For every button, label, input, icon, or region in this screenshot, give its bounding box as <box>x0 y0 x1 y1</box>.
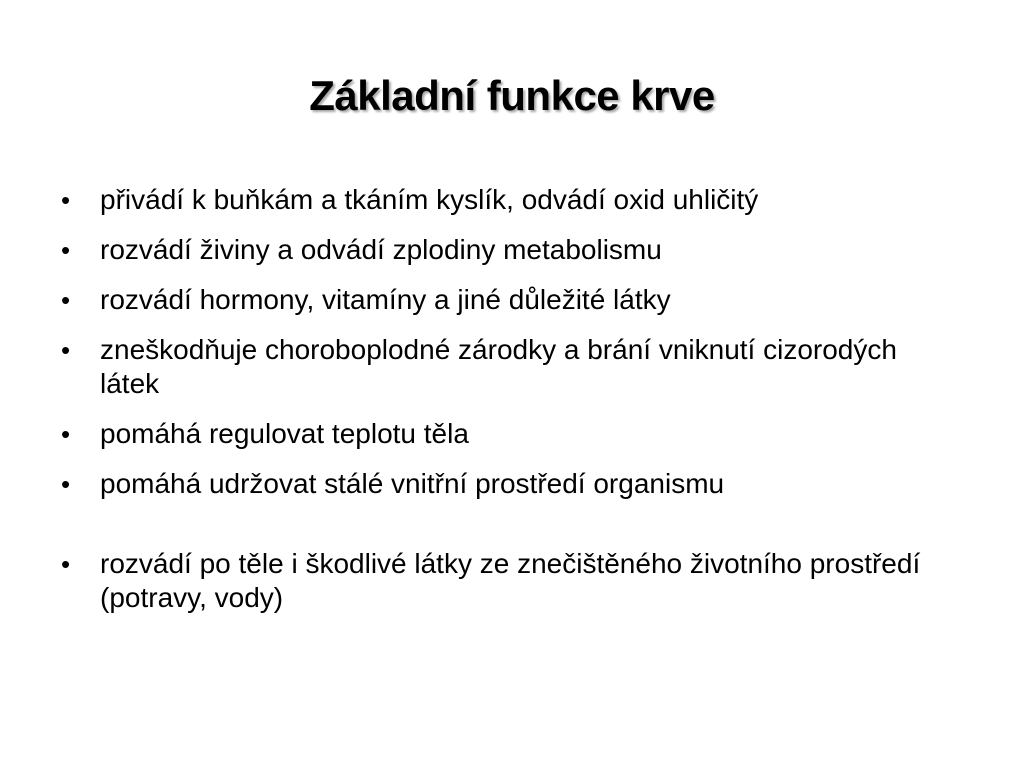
bullet-text: rozvádí živiny a odvádí zplodiny metabolismu <box>100 234 662 265</box>
bullet-text: přivádí k buňkám a tkáním kyslík, odvádí oxid uhličitý <box>100 184 759 215</box>
bullet-icon: • <box>61 469 71 499</box>
bullet-text: pomáhá regulovat teplotu těla <box>100 418 469 449</box>
bullet-icon: • <box>61 235 71 265</box>
bullet-item <box>58 233 958 267</box>
slide-title: Základní funkce krve <box>309 72 715 119</box>
bullet-item <box>58 283 958 317</box>
bullet-text: zneškodňuje choroboplodné zárodky a brání vniknutí cizorodých látek <box>100 334 897 399</box>
bullet-text: rozvádí po těle i škodlivé látky ze znečištěného životního prostředí (potravy, vody) <box>100 548 921 613</box>
bullet-list <box>58 183 958 631</box>
bullet-icon: • <box>61 335 71 365</box>
bullet-icon: • <box>61 185 71 215</box>
bullet-item <box>58 547 958 615</box>
bullet-icon: • <box>61 549 71 579</box>
bullet-text: pomáhá udržovat stálé vnitřní prostředí organismu <box>100 468 725 499</box>
bullet-icon: • <box>61 419 71 449</box>
bullet-item <box>58 467 958 501</box>
bullet-text: rozvádí hormony, vitamíny a jiné důležité látky <box>100 284 671 315</box>
bullet-icon: • <box>61 285 71 315</box>
bullet-item <box>58 183 958 217</box>
bullet-item <box>58 333 958 401</box>
bullet-item <box>58 417 958 451</box>
